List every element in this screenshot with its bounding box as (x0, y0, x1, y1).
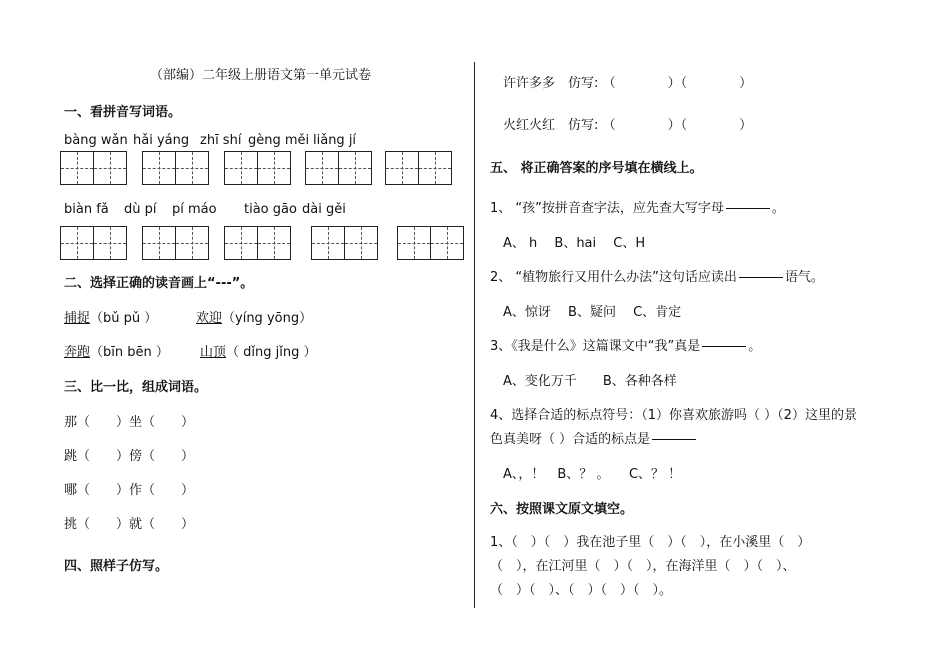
pinyin-choice[interactable]: （ dǐng jǐng ） (226, 345, 317, 360)
compare-row (64, 479, 194, 498)
question-end: 语气。 (784, 270, 824, 285)
section5-heading: 五、 将正确答案的序号填在横线上。 (490, 161, 703, 176)
writing-grid[interactable] (142, 226, 208, 260)
question-text: 4、选择合适的标点符号：（1）你喜欢旅游吗（ ）（2）这里的景 (490, 408, 857, 423)
answer-line[interactable] (702, 346, 746, 347)
imitate-label: 仿写: (568, 118, 599, 133)
question (490, 197, 785, 216)
pinyin-choice[interactable]: （bǔ pǔ ） (90, 311, 158, 326)
word: 捕捉 (64, 311, 91, 326)
section6-heading: 六、按照课文原文填空。 (490, 502, 634, 517)
answer-blank[interactable]: （ ） (680, 76, 753, 91)
char: 哪 (64, 483, 78, 498)
page-title: （部编）二年级上册语文第一单元试卷 (150, 68, 372, 83)
options: A、变化万千 B、各种各样 (503, 374, 677, 389)
options: A、 h B、hai C、H (503, 236, 646, 251)
word: 欢迎 (196, 311, 223, 326)
reading-item (196, 307, 312, 326)
answer-blank[interactable]: （ ） (77, 449, 130, 464)
pinyin-label: liǎng jí (313, 133, 357, 148)
section2-heading: 二、选择正确的读音画上“---”。 (64, 276, 254, 291)
char: 跳 (64, 449, 78, 464)
question (490, 266, 824, 285)
pinyin-label: gèng měi (248, 133, 310, 148)
section3-heading: 三、比一比，组成词语。 (64, 380, 208, 395)
column-divider (474, 62, 475, 608)
reading-item (64, 341, 169, 360)
pinyin-label: bàng wǎn (64, 133, 128, 148)
writing-grid[interactable] (60, 151, 126, 185)
question-text: 2、 “植物旅行又用什么办法”这句话应读出 (490, 270, 737, 285)
reading-item (64, 307, 157, 326)
sample-word: 火红火红 (503, 118, 556, 133)
answer-blank[interactable]: （ ） (602, 76, 681, 91)
question-end: 。 (771, 201, 785, 216)
char: 就 (129, 517, 143, 532)
fill-line[interactable]: （ ），在江河里（ ）（ ），在海洋里（ ）（ ）、 (490, 559, 796, 574)
question-text: 1、 “孩”按拼音查字法，应先查大写字母 (490, 201, 724, 216)
fill-line[interactable]: 1、（ ）（ ）我在池子里（ ）（ ），在小溪里（ ） (490, 535, 811, 550)
answer-blank[interactable]: （ ） (142, 415, 195, 430)
sample-word: 许许多多 (503, 76, 556, 91)
answer-line[interactable] (739, 277, 783, 278)
pinyin-choice[interactable]: （bīn bēn ） (90, 345, 169, 360)
question (490, 335, 761, 354)
writing-grid[interactable] (224, 151, 290, 185)
writing-grid[interactable] (305, 151, 371, 185)
reading-item (200, 341, 316, 360)
word: 山顶 (200, 345, 227, 360)
answer-blank[interactable]: （ ） (77, 483, 130, 498)
pinyin-choice[interactable]: （yíng yōng） (222, 311, 313, 326)
fill-line[interactable]: （ ）（ ）、（ ）（ ）（ ）。 (490, 583, 673, 598)
word: 奔跑 (64, 345, 91, 360)
answer-blank[interactable]: （ ） (142, 449, 195, 464)
pinyin-label: tiào gāo (244, 202, 297, 217)
pinyin-label: biàn fǎ (64, 202, 109, 217)
section4-heading: 四、照样子仿写。 (64, 559, 169, 574)
compare-row (64, 411, 194, 430)
question-end: 。 (748, 339, 762, 354)
writing-grid[interactable] (60, 226, 126, 260)
pinyin-label: dài gěi (302, 202, 346, 217)
char: 作 (129, 483, 143, 498)
writing-grid[interactable] (385, 151, 451, 185)
char: 挑 (64, 517, 78, 532)
answer-blank[interactable]: （ ） (680, 118, 753, 133)
compare-row (64, 445, 194, 464)
question-text: 色真美呀（ ）合适的标点是 (490, 432, 651, 447)
pinyin-label: pí máo (172, 202, 217, 217)
answer-line[interactable] (652, 439, 696, 440)
writing-grid[interactable] (142, 151, 208, 185)
writing-grid[interactable] (397, 226, 463, 260)
options: A、，！ B、？ 。 C、？ ！ (503, 467, 682, 482)
pinyin-label: dù pí (124, 202, 157, 217)
imitate-item (503, 114, 752, 133)
answer-blank[interactable]: （ ） (77, 517, 130, 532)
char: 傍 (129, 449, 143, 464)
char: 坐 (129, 415, 143, 430)
compare-row (64, 513, 194, 532)
answer-blank[interactable]: （ ） (602, 118, 681, 133)
options: A、惊讶 B、疑问 C、肯定 (503, 305, 682, 320)
answer-line[interactable] (726, 208, 770, 209)
answer-blank[interactable]: （ ） (142, 483, 195, 498)
pinyin-label: zhī shí (200, 133, 242, 148)
writing-grid[interactable] (224, 226, 290, 260)
imitate-item (503, 72, 752, 91)
pinyin-label: hǎi yáng (133, 133, 190, 148)
writing-grid[interactable] (311, 226, 377, 260)
answer-blank[interactable]: （ ） (77, 415, 130, 430)
question (490, 428, 698, 447)
answer-blank[interactable]: （ ） (142, 517, 195, 532)
question-text: 3、《我是什么》这篇课文中“我”真是 (490, 339, 701, 354)
char: 那 (64, 415, 78, 430)
imitate-label: 仿写: (568, 76, 599, 91)
section1-heading: 一、看拼音写词语。 (64, 105, 182, 120)
